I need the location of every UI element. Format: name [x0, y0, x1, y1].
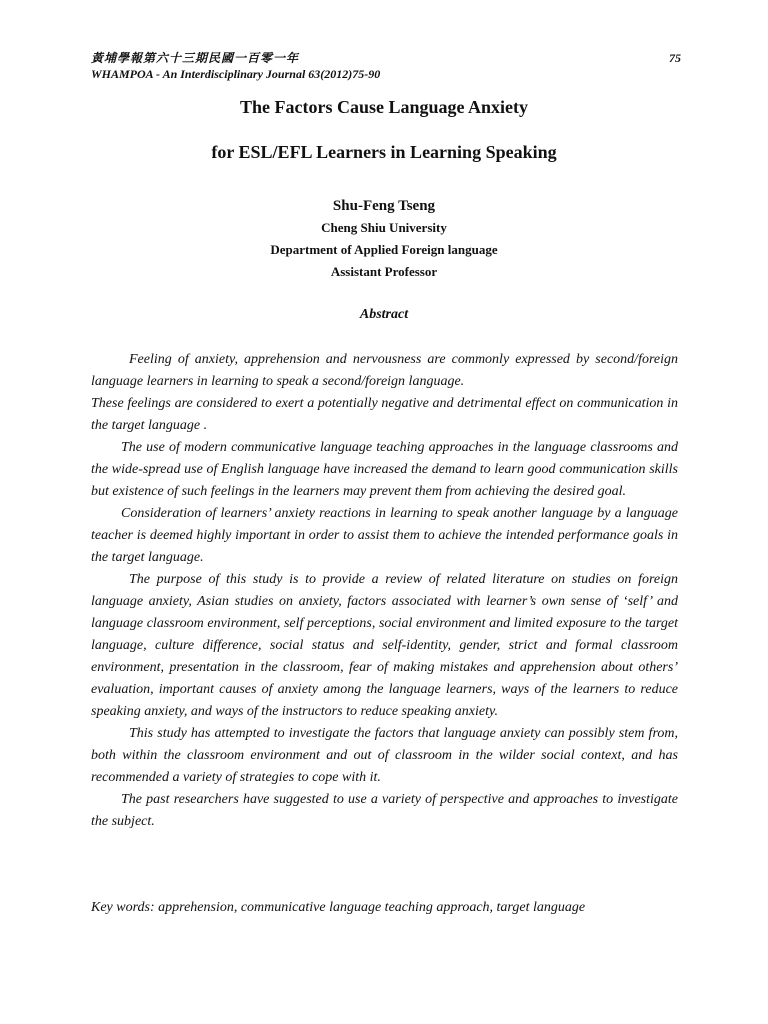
abstract-paragraph: The purpose of this study is to provide a review of related literature on studies on foreign language anxiety, Asian studies on anxiety, factors associated with learner’s own sense of ‘self’ and language classroom environment, self perceptions, social environment and limited exposure to the target language, culture difference, social status and self-identity, gender, strict and formal classroom environment, presentation in the classroom, fear of making mistakes and apprehension about others’ evaluation, important causes of anxiety among the language learners, ways of the learners to reduce speaking anxiety, and ways of the instructors to reduce speaking anxiety. — [91, 572, 678, 719]
abstract-paragraph: These feelings are considered to exert a potentially negative and detrimental effect on communication in the target language . — [91, 396, 678, 433]
abstract-paragraph: The use of modern communicative language teaching approaches in the language classrooms and the wide-spread use of English language have increased the demand to learn good communication skills but existence of such feelings in the learners may prevent them from achieving the desired goal. — [91, 440, 678, 499]
journal-name-chinese: 黃埔學報第六十三期民國一百零一年 — [91, 51, 300, 65]
abstract-heading: Abstract — [359, 307, 409, 322]
abstract-paragraph: The past researchers have suggested to use a variety of perspective and approaches to investigate the subject. — [91, 792, 678, 829]
running-head — [91, 51, 681, 81]
abstract-body — [91, 349, 678, 833]
author-department: Department of Applied Foreign language — [270, 242, 498, 257]
author-name: Shu-Feng Tseng — [332, 198, 436, 214]
author-position: Assistant Professor — [330, 264, 438, 279]
paper-title-line-2: for ESL/EFL Learners in Learning Speaking — [211, 142, 557, 162]
page-number: 75 — [669, 51, 681, 65]
author-university: Cheng Shiu University — [321, 220, 447, 235]
keywords-line: Key words: apprehension, communicative language teaching approach, target language — [91, 900, 586, 915]
paper-title-line-1: The Factors Cause Language Anxiety — [240, 97, 528, 117]
abstract-paragraph: Consideration of learners’ anxiety reactions in learning to speak another language by a language teacher is deemed highly important in order to assist them to achieve the intended performance goals in the target language. — [91, 506, 678, 565]
abstract-paragraph: This study has attempted to investigate the factors that language anxiety can possibly stem from, both within the classroom environment and out of classroom in the wilder social context, and has recommended a variety of strategies to cope with it. — [91, 726, 678, 785]
abstract-paragraph: Feeling of anxiety, apprehension and nervousness are commonly expressed by second/foreign language learners in learning to speak a second/foreign language. — [91, 352, 678, 389]
journal-name-english: WHAMPOA - An Interdisciplinary Journal 63(2012)75-90 — [91, 67, 381, 81]
